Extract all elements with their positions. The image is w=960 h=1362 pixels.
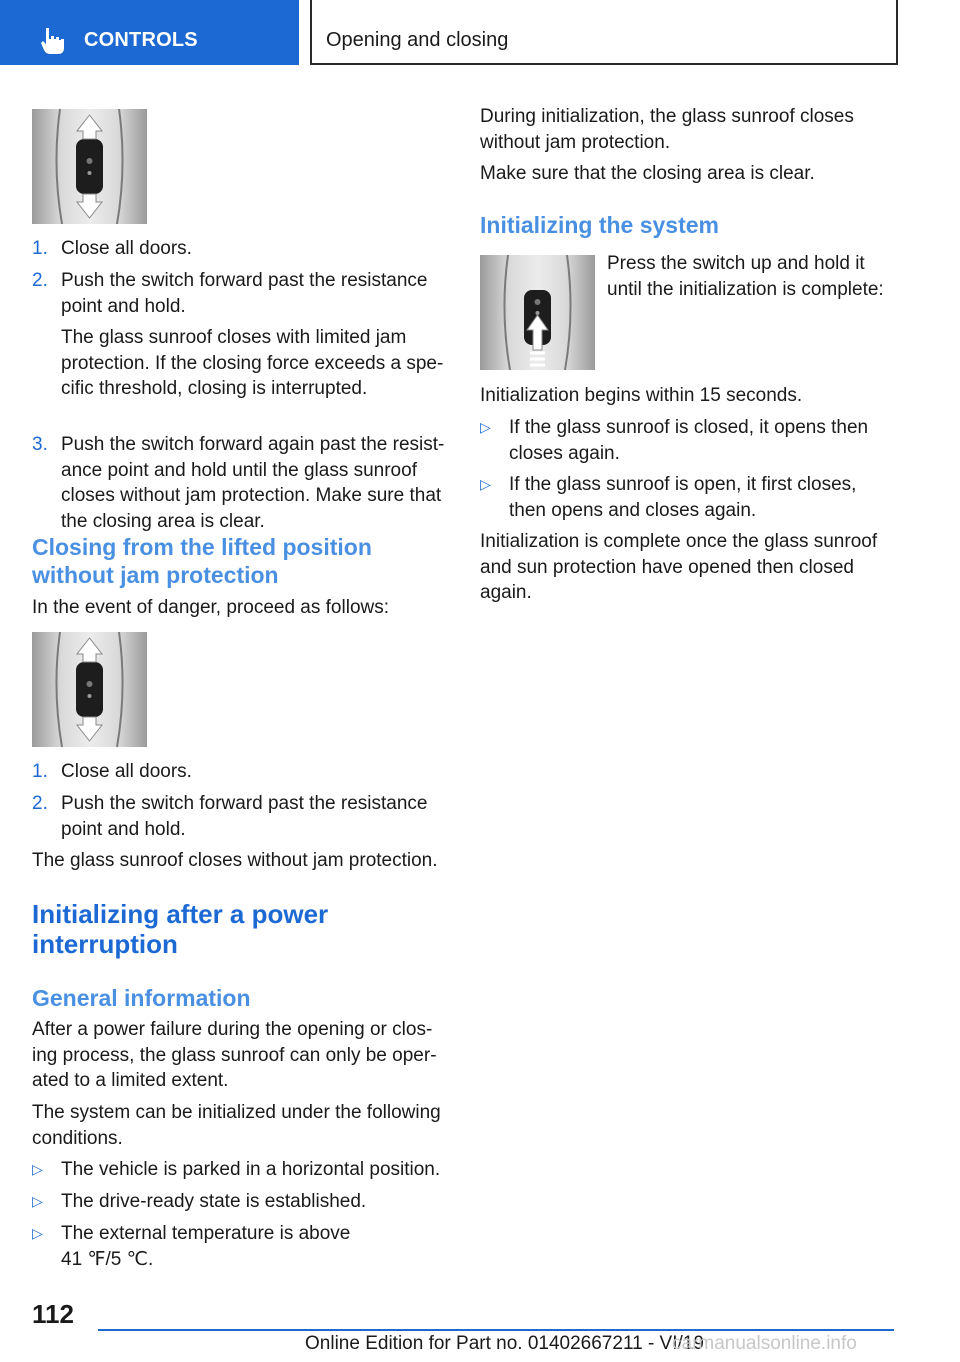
sunroof-switch-photo [32,632,147,747]
step-text: Push the switch forward again past the resistance point and hold until the glass sunroof closes without jam protection. Make sure that the closing area is clear. [61,434,445,532]
chapter-title: Opening and closing [326,29,509,51]
chapter-tab [310,0,898,65]
subheading-general: General information [32,985,251,1011]
section-title: CONTROLS [84,29,198,51]
pointing-hand-icon [38,26,68,56]
section-tab [0,0,299,65]
sunroof-switch-photo [32,109,147,224]
list-item: The external temperature is above 41 ℉/5 ℃. [61,1223,351,1270]
step-note: The glass sunroof closes with limited jam protection. If the closing force exceeds a specific threshold, closing is interrupted. [61,327,444,399]
step-text: Push the switch forward past the resistance point and hold. [61,793,428,840]
footer-divider [98,1329,894,1331]
step-text: Close all doors. [61,761,192,782]
bullet-icon: ▷ [480,476,491,492]
paragraph: Make sure that the closing area is clear. [480,163,815,184]
edition-info: Online Edition for Part no. 01402667211 - VI/19 [305,1333,704,1354]
list-item: If the glass sunroof is open, it first closes, then opens and closes again. [509,474,857,521]
heading-initializing: Initializing after a power interruption [32,899,329,959]
step-number: 3. [32,434,48,455]
paragraph: After a power failure during the opening or closing process, the glass sunroof can only be operated to a limited extent. [32,1019,437,1091]
paragraph: During initialization, the glass sunroof closes without jam protection. [480,106,854,153]
list-item: The vehicle is parked in a horizontal position. [61,1159,441,1180]
sunroof-switch-photo [480,255,595,370]
page-number: 112 [32,1299,74,1329]
bullet-icon: ▷ [480,419,491,435]
step-number: 1. [32,761,48,782]
list-item: If the glass sunroof is closed, it opens then closes again. [509,417,869,464]
bullet-icon: ▷ [32,1225,43,1241]
step-number: 2. [32,793,48,814]
paragraph: Press the switch up and hold it until the initialization is complete: [607,253,884,300]
paragraph: The system can be initialized under the following conditions. [32,1102,441,1149]
step-number: 2. [32,270,48,291]
step-text: Close all doors. [61,238,192,259]
paragraph: Initialization begins within 15 seconds. [480,385,803,406]
paragraph: The glass sunroof closes without jam protection. [32,850,438,871]
subheading-lifted: Closing from the lifted position without jam protection [32,534,372,588]
watermark: carmanualsonline.info [672,1333,857,1354]
bullet-icon: ▷ [32,1193,43,1209]
paragraph: Initialization is complete once the glass sunroof and sun protection have opened then closed again. [480,531,878,603]
step-text: Push the switch forward past the resistance point and hold. [61,270,428,317]
subheading-init-system: Initializing the system [480,212,719,238]
paragraph: In the event of danger, proceed as follows: [32,597,390,618]
bullet-icon: ▷ [32,1161,43,1177]
list-item: The drive-ready state is established. [61,1191,367,1212]
step-number: 1. [32,238,48,259]
